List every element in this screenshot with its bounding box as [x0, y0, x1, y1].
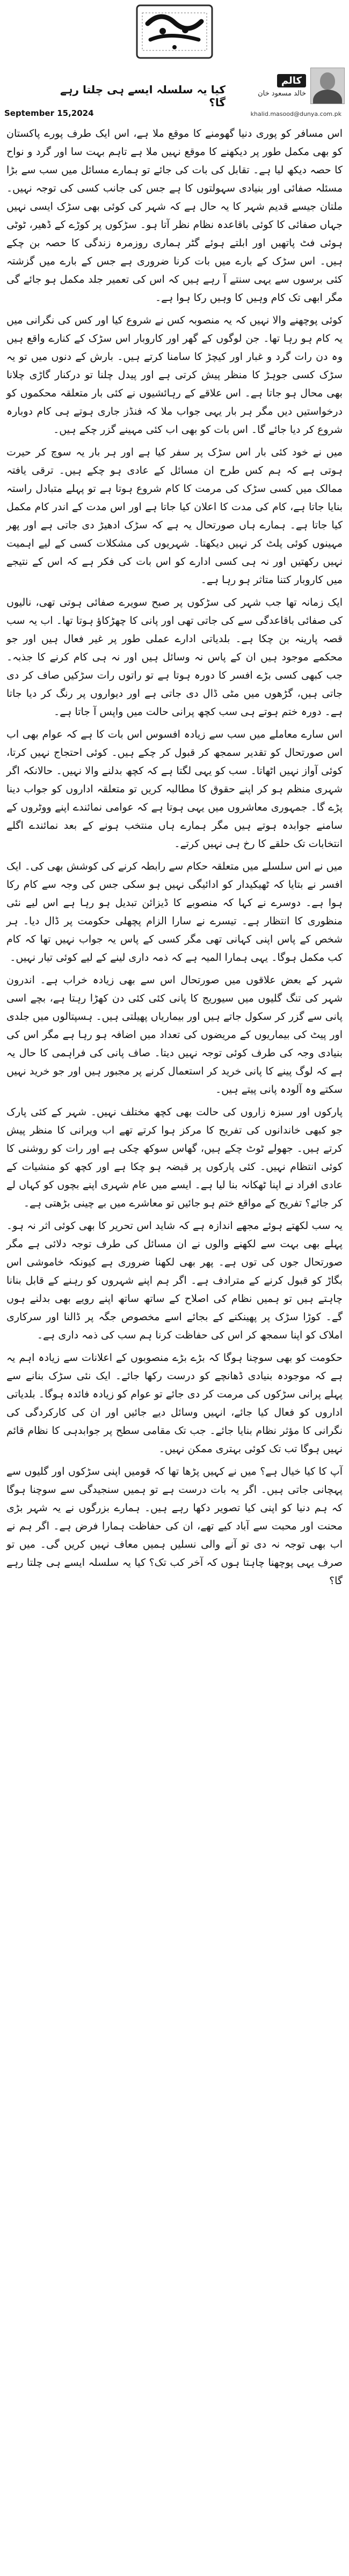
article-paragraph: پارکوں اور سبزہ زاروں کی حالت بھی کچھ مختلف نہیں۔ شہر کے کئی پارک جو کبھی خاندانوں کی تفریح کا مرکز ہوا کرتے تھے اب ویرانی کا منظر پیش کرتے ہیں۔ جھولے ٹوٹ چکے ہیں، گھاس سوکھ چکی ہے اور رات کو روشنی کا کوئی انتظام نہیں۔ کئی پارکوں پر قبضہ ہو چکا ہے اور کچھ کو منشیات کے عادی افراد نے اپنا ٹھکانہ بنا لیا ہے۔ ایسے میں عام شہری اپنے بچوں کو کہاں لے کر جائے؟ تفریح کے مواقع ختم ہو جائیں تو معاشرے میں بے چینی بڑھتی ہے۔ — [6, 1106, 343, 1209]
article-paragraph: آپ کا کیا خیال ہے؟ میں نے کہیں پڑھا تھا کہ قومیں اپنی سڑکوں اور گلیوں سے پہچانی جاتی ہیں۔ اگر یہ بات درست ہے تو ہمیں سنجیدگی سے سوچنا ہوگا کہ ہم دنیا کو اپنی کیا تصویر دکھا رہے ہیں۔ ہمارے بزرگوں نے یہ شہر بڑی محنت اور محبت سے آباد کیے تھے، ان کی حفاظت ہمارا فرض ہے۔ اگر ہم نے اب بھی توجہ نہ دی تو آنے والی نسلیں ہمیں معاف نہیں کریں گی۔ میں تو صرف یہی پوچھنا چاہتا ہوں کہ آخر کب تک؟ کیا یہ سلسلہ ایسے ہی چلتا رہے گا؟ — [6, 1466, 343, 1587]
author-name: خالد مسعود خان — [258, 90, 306, 98]
author-avatar — [310, 68, 345, 104]
newspaper-logo — [132, 2, 217, 61]
article-body — [6, 124, 343, 2565]
article-headline: کیا یہ سلسلہ ایسے ہی چلتا رہے گا؟ — [60, 83, 226, 109]
article-paragraph: شہر کے بعض علاقوں میں صورتحال اس سے بھی زیادہ خراب ہے۔ اندرون شہر کی تنگ گلیوں میں سیوریج کا پانی کئی کئی دن کھڑا رہتا ہے، بچے اسی پانی سے گزر کر سکول جاتے ہیں اور بیماریاں پھیلتی ہیں۔ ہسپتالوں میں جلدی اور پیٹ کی بیماریوں کے مریضوں کی تعداد میں اضافہ ہو رہا ہے مگر اس کی بنیادی وجہ کی طرف کوئی توجہ نہیں دیتا۔ صاف پانی کی فراہمی کا حال یہ ہے کہ لوگ پینے کا پانی خرید کر استعمال کرنے پر مجبور ہیں اور جو خرید نہیں سکتے وہ آلودہ پانی پیتے ہیں۔ — [6, 974, 343, 1095]
publish-date: September 15,2024 — [4, 108, 94, 118]
article-paragraph: میں نے اس سلسلے میں متعلقہ حکام سے رابطہ کرنے کی کوشش بھی کی۔ ایک افسر نے بتایا کہ ٹھیکیدار کو ادائیگی نہیں ہو سکی جس کی وجہ سے کام رکا ہوا ہے۔ دوسرے نے کہا کہ منصوبے کا ڈیزائن تبدیل ہو رہا ہے اس لیے نئی منظوری کا انتظار ہے۔ تیسرے نے سارا الزام پچھلی حکومت پر ڈال دیا۔ ہر شخص کے پاس اپنی کہانی تھی مگر کسی کے پاس یہ جواب نہیں تھا کہ کام کب مکمل ہوگا۔ یہی ہمارا المیہ ہے کہ ذمہ داری لینے کے لیے کوئی تیار نہیں۔ — [6, 860, 343, 963]
article-paragraph: اس سارے معاملے میں سب سے زیادہ افسوس اس بات کا ہے کہ عوام بھی اب اس صورتحال کو تقدیر سمجھ کر قبول کر چکے ہیں۔ کوئی احتجاج نہیں کرتا، کوئی آواز نہیں اٹھاتا۔ سب کو یہی لگتا ہے کہ کچھ بدلنے والا نہیں۔ حالانکہ اگر شہری منظم ہو کر اپنے حقوق کا مطالبہ کریں تو متعلقہ اداروں کو جواب دینا پڑے گا۔ جمہوری معاشروں میں یہی ہوتا ہے کہ عوامی نمائندے اپنے ووٹروں کے سامنے جوابدہ ہوتے ہیں مگر ہمارے ہاں منتخب ہونے کے بعد نمائندے اگلے انتخابات تک حلقے کا رخ ہی نہیں کرتے۔ — [6, 728, 343, 850]
masthead — [0, 0, 349, 107]
article-paragraph: میں نے خود کئی بار اس سڑک پر سفر کیا ہے اور ہر بار یہ سوچ کر حیرت ہوتی ہے کہ ہم کس طرح ان مسائل کے عادی ہو چکے ہیں۔ ترقی یافتہ ممالک میں کسی سڑک کی مرمت کا کام شروع ہوتا ہے تو پہلے متبادل راستہ بنایا جاتا ہے، کام کی مدت کا اعلان کیا جاتا ہے اور اس مدت کے اندر کام مکمل کیا جاتا ہے۔ ہمارے ہاں صورتحال یہ ہے کہ سڑک ادھیڑ دی جاتی ہے اور پھر مہینوں کوئی پلٹ کر نہیں دیکھتا۔ شہریوں کی مشکلات کسی کے لیے اہمیت نہیں رکھتیں اور نہ ہی کسی ادارے کو اس بات کی فکر ہے کہ اس کے نتیجے میں کاروبار کتنا متاثر ہو رہا ہے۔ — [6, 446, 343, 586]
dunya-logo-icon — [132, 2, 217, 61]
columnist-badge — [245, 67, 345, 105]
article-paragraph: ایک زمانہ تھا جب شہر کی سڑکوں پر صبح سویرے صفائی ہوتی تھی، نالیوں کی صفائی باقاعدگی سے کی جاتی تھی اور پانی کا چھڑکاؤ ہوتا تھا۔ اب یہ سب قصہ پارینہ بن چکا ہے۔ بلدیاتی ادارے عملی طور پر غیر فعال ہیں اور جو محکمے موجود ہیں ان کے پاس نہ وسائل ہیں اور نہ ہی کام کرنے کا جذبہ۔ جب کبھی کسی بڑے افسر کا دورہ ہوتا ہے تو راتوں رات سڑکیں صاف کر دی جاتی ہیں، گڑھوں میں مٹی ڈال دی جاتی ہے اور دیواروں پر رنگ کر دیا جاتا ہے۔ دورہ ختم ہوتے ہی سب کچھ پرانی حالت میں واپس آ جاتا ہے۔ — [6, 597, 343, 718]
article-paragraph: اس مسافر کو پوری دنیا گھومنے کا موقع ملا ہے، اس ایک طرف پورے پاکستان کو بھی مکمل طور پر دیکھنے کا موقع نہیں ملا ہے تاہم بہت سا اور گرد و نواح کا حصہ دیکھ لیا ہے۔ تقابل کی بات کی جائے تو ہمارے مسائل میں سب سے بڑا مسئلہ صفائی اور بنیادی سہولتوں کا ہے جس کی جانب کسی کی توجہ نہیں۔ ملتان جیسے قدیم شہر کا یہ حال ہے کہ شہر کی کوئی بھی سڑک ایسی نہیں جہاں صفائی کا کوئی باقاعدہ نظام نظر آتا ہو۔ سڑکوں پر کوڑے کے ڈھیر، ٹوٹی ہوئی فٹ پاتھیں اور ابلتے ہوئے گٹر ہماری روزمرہ زندگی کا حصہ بن چکے ہیں۔ اس سڑک کے بارے میں بات کرنا ضروری ہے جس کے بارے میں گزشتہ کئی برسوں سے یہی سنتے آ رہے ہیں کہ اس کی تعمیر جلد مکمل ہو جائے گی مگر ابھی تک کام وہیں کا وہیں رکا ہوا ہے۔ — [6, 128, 343, 304]
article-paragraph: حکومت کو بھی سوچنا ہوگا کہ بڑے بڑے منصوبوں کے اعلانات سے زیادہ اہم یہ ہے کہ موجودہ بنیادی ڈھانچے کو درست رکھا جائے۔ ایک نئی سڑک بنانے سے پہلے پرانی سڑکوں کی مرمت کر دی جائے تو عوام کو زیادہ فائدہ ہوگا۔ بلدیاتی اداروں کو فعال کیا جائے، انہیں وسائل دیے جائیں اور ان کی کارکردگی کی نگرانی کا مؤثر نظام بنایا جائے۔ جب تک مقامی سطح پر جوابدہی کا نظام قائم نہیں ہوگا تب تک کوئی بہتری ممکن نہیں۔ — [6, 1352, 343, 1455]
avatar-head-icon — [320, 72, 335, 90]
article-paragraph: یہ سب لکھتے ہوئے مجھے اندازہ ہے کہ شاید اس تحریر کا بھی کوئی اثر نہ ہو۔ پہلے بھی بہت سے لکھنے والوں نے ان مسائل کی طرف توجہ دلائی ہے مگر صورتحال جوں کی توں ہے۔ پھر بھی لکھنا ضروری ہے کیونکہ خاموشی اس بگاڑ کو قبول کرنے کے مترادف ہے۔ اگر ہم اپنے شہروں کو رہنے کے قابل بنانا چاہتے ہیں تو ہمیں نظام کی اصلاح کے ساتھ ساتھ اپنے رویے بھی بدلنے ہوں گے۔ کوڑا سڑک پر پھینکنے کے بجائے اسے مخصوص جگہ پر ڈالنا اور سرکاری املاک کو اپنا سمجھ کر اس کی حفاظت کرنا ہم سب کی ذمہ داری ہے۔ — [6, 1220, 343, 1341]
avatar-shoulders-icon — [313, 90, 342, 104]
columnist-brand — [258, 74, 306, 98]
column-label: کالم — [277, 74, 306, 87]
author-email: khalid.masood@dunya.com.pk — [250, 111, 341, 117]
article-paragraph: کوئی پوچھنے والا نہیں کہ یہ منصوبہ کس نے شروع کیا اور کس کی نگرانی میں یہ کام ہو رہا تھا۔ جن لوگوں کے گھر اور کاروبار اس سڑک کے کنارے واقع ہیں وہ دن رات گرد و غبار اور کیچڑ کا سامنا کرتے ہیں۔ بارش کے دنوں میں تو یہ سڑک کسی جوہڑ کا منظر پیش کرتی ہے اور پیدل چلنا تو درکنار گاڑی چلانا بھی محال ہو جاتا ہے۔ اس علاقے کے رہائشیوں نے کئی بار متعلقہ محکموں کو درخواستیں دیں مگر ہر بار یہی جواب ملا کہ فنڈز جاری ہوتے ہی کام دوبارہ شروع کر دیا جائے گا۔ اس بات کو بھی اب کئی مہینے گزر چکے ہیں۔ — [6, 314, 343, 436]
